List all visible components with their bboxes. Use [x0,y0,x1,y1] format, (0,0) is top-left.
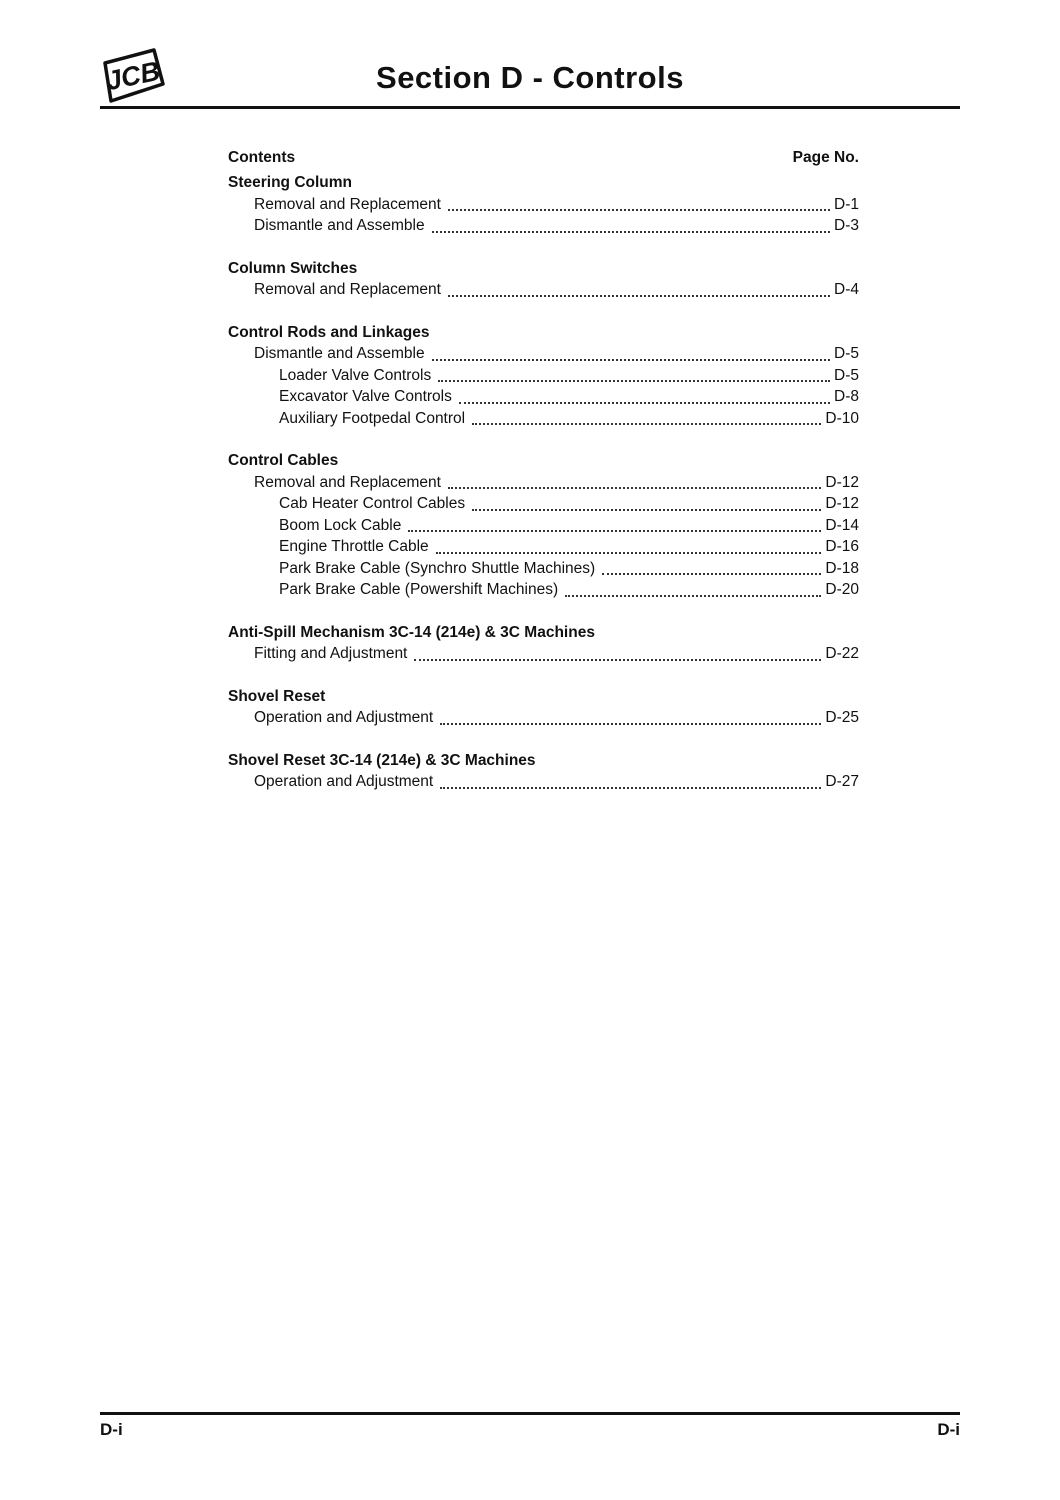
toc-entry-title: Dismantle and Assemble [254,345,425,362]
toc-entry-title: Removal and Replacement [254,195,441,213]
toc-entry-title: Excavator Valve Controls [279,388,452,405]
toc-section-heading: Control Cables [228,452,339,469]
toc-entry-page: D-16 [825,538,859,555]
toc-entry-title: Boom Lock Cable [279,516,402,534]
dot-leader [565,595,821,597]
dot-leader [448,487,821,489]
toc-entry-page: D-14 [825,516,859,534]
toc-section [228,322,859,430]
dot-leader [472,423,821,425]
page-title: Section D - Controls [376,60,684,95]
toc-entry [228,215,859,237]
toc-section [228,750,859,793]
toc-entry-page: D-5 [834,345,859,362]
toc-entry-page: D-25 [825,709,859,726]
dot-leader [432,231,830,233]
toc-section [228,686,859,729]
toc-entry-title: Fitting and Adjustment [254,645,408,662]
toc-section [228,258,859,301]
toc-entry [228,343,859,365]
dot-leader [459,402,830,404]
dot-leader [448,295,830,297]
toc-entry-page: D-5 [834,366,859,384]
toc-entry [228,408,859,430]
toc-entry [228,707,859,729]
toc-entry-title: Engine Throttle Cable [279,538,429,555]
footer-divider [100,1412,960,1415]
toc-entry [228,771,859,793]
toc-entry-title: Loader Valve Controls [279,366,432,384]
toc-entry-page: D-1 [834,195,859,213]
toc-entry-title: Operation and Adjustment [254,709,434,726]
toc-section-heading: Control Rods and Linkages [228,323,430,341]
toc-entry-page: D-12 [825,473,859,491]
dot-leader [436,552,822,554]
page-no-label: Page No. [792,149,859,166]
toc-entry-title: Removal and Replacement [254,473,441,491]
dot-leader [602,573,821,575]
toc-entry [228,194,859,216]
toc-section-heading: Column Switches [228,259,358,277]
contents-label: Contents [228,149,296,166]
toc-entry [228,386,859,408]
toc-entry [228,558,859,580]
toc-section-heading: Shovel Reset [228,687,326,705]
toc-entry-title: Auxiliary Footpedal Control [279,409,466,427]
toc-entry-page: D-3 [834,217,859,234]
footer-page-number-right: D-i [937,1420,960,1439]
toc-entry-page: D-27 [825,773,859,790]
dot-leader [432,359,830,361]
dot-leader [414,659,821,661]
dot-leader [448,209,830,211]
header-divider [100,106,960,109]
dot-leader [440,787,821,789]
toc-entry-page: D-8 [834,388,859,405]
toc-section [228,450,859,601]
toc-entry-title: Removal and Replacement [254,281,441,298]
dot-leader [440,723,821,725]
toc-entry-title: Park Brake Cable (Synchro Shuttle Machines) [279,559,596,577]
toc-entry-title: Cab Heater Control Cables [279,495,466,512]
toc-section-heading: Anti-Spill Mechanism 3C-14 (214e) & 3C Machines [228,623,595,641]
jcb-logo-text: JCB [103,55,163,97]
toc-entry-page: D-10 [825,409,859,427]
toc-entry [228,536,859,558]
dot-leader [438,380,830,382]
toc-section [228,172,859,237]
toc-entry-title: Dismantle and Assemble [254,217,425,234]
toc-entry [228,579,859,601]
toc-entry-title: Operation and Adjustment [254,773,434,790]
toc-entry-page: D-18 [825,559,859,577]
footer-page-number-left: D-i [100,1420,123,1439]
toc-entry-page: D-4 [834,281,859,298]
toc-entry-title: Park Brake Cable (Powershift Machines) [279,581,559,598]
toc-section-heading: Shovel Reset 3C-14 (214e) & 3C Machines [228,751,536,769]
toc-section-heading: Steering Column [228,174,353,191]
toc-entry-page: D-22 [825,645,859,662]
toc-sections [228,172,859,793]
toc-entry [228,643,859,665]
toc-entry [228,493,859,515]
table-of-contents [228,147,859,793]
toc-entry [228,365,859,387]
toc-entry [228,279,859,301]
toc-entry-page: D-20 [825,581,859,598]
toc-header-row [228,147,859,169]
toc-entry [228,515,859,537]
toc-entry-page: D-12 [825,495,859,512]
dot-leader [472,509,821,511]
toc-entry [228,472,859,494]
toc-section [228,622,859,665]
dot-leader [408,530,821,532]
